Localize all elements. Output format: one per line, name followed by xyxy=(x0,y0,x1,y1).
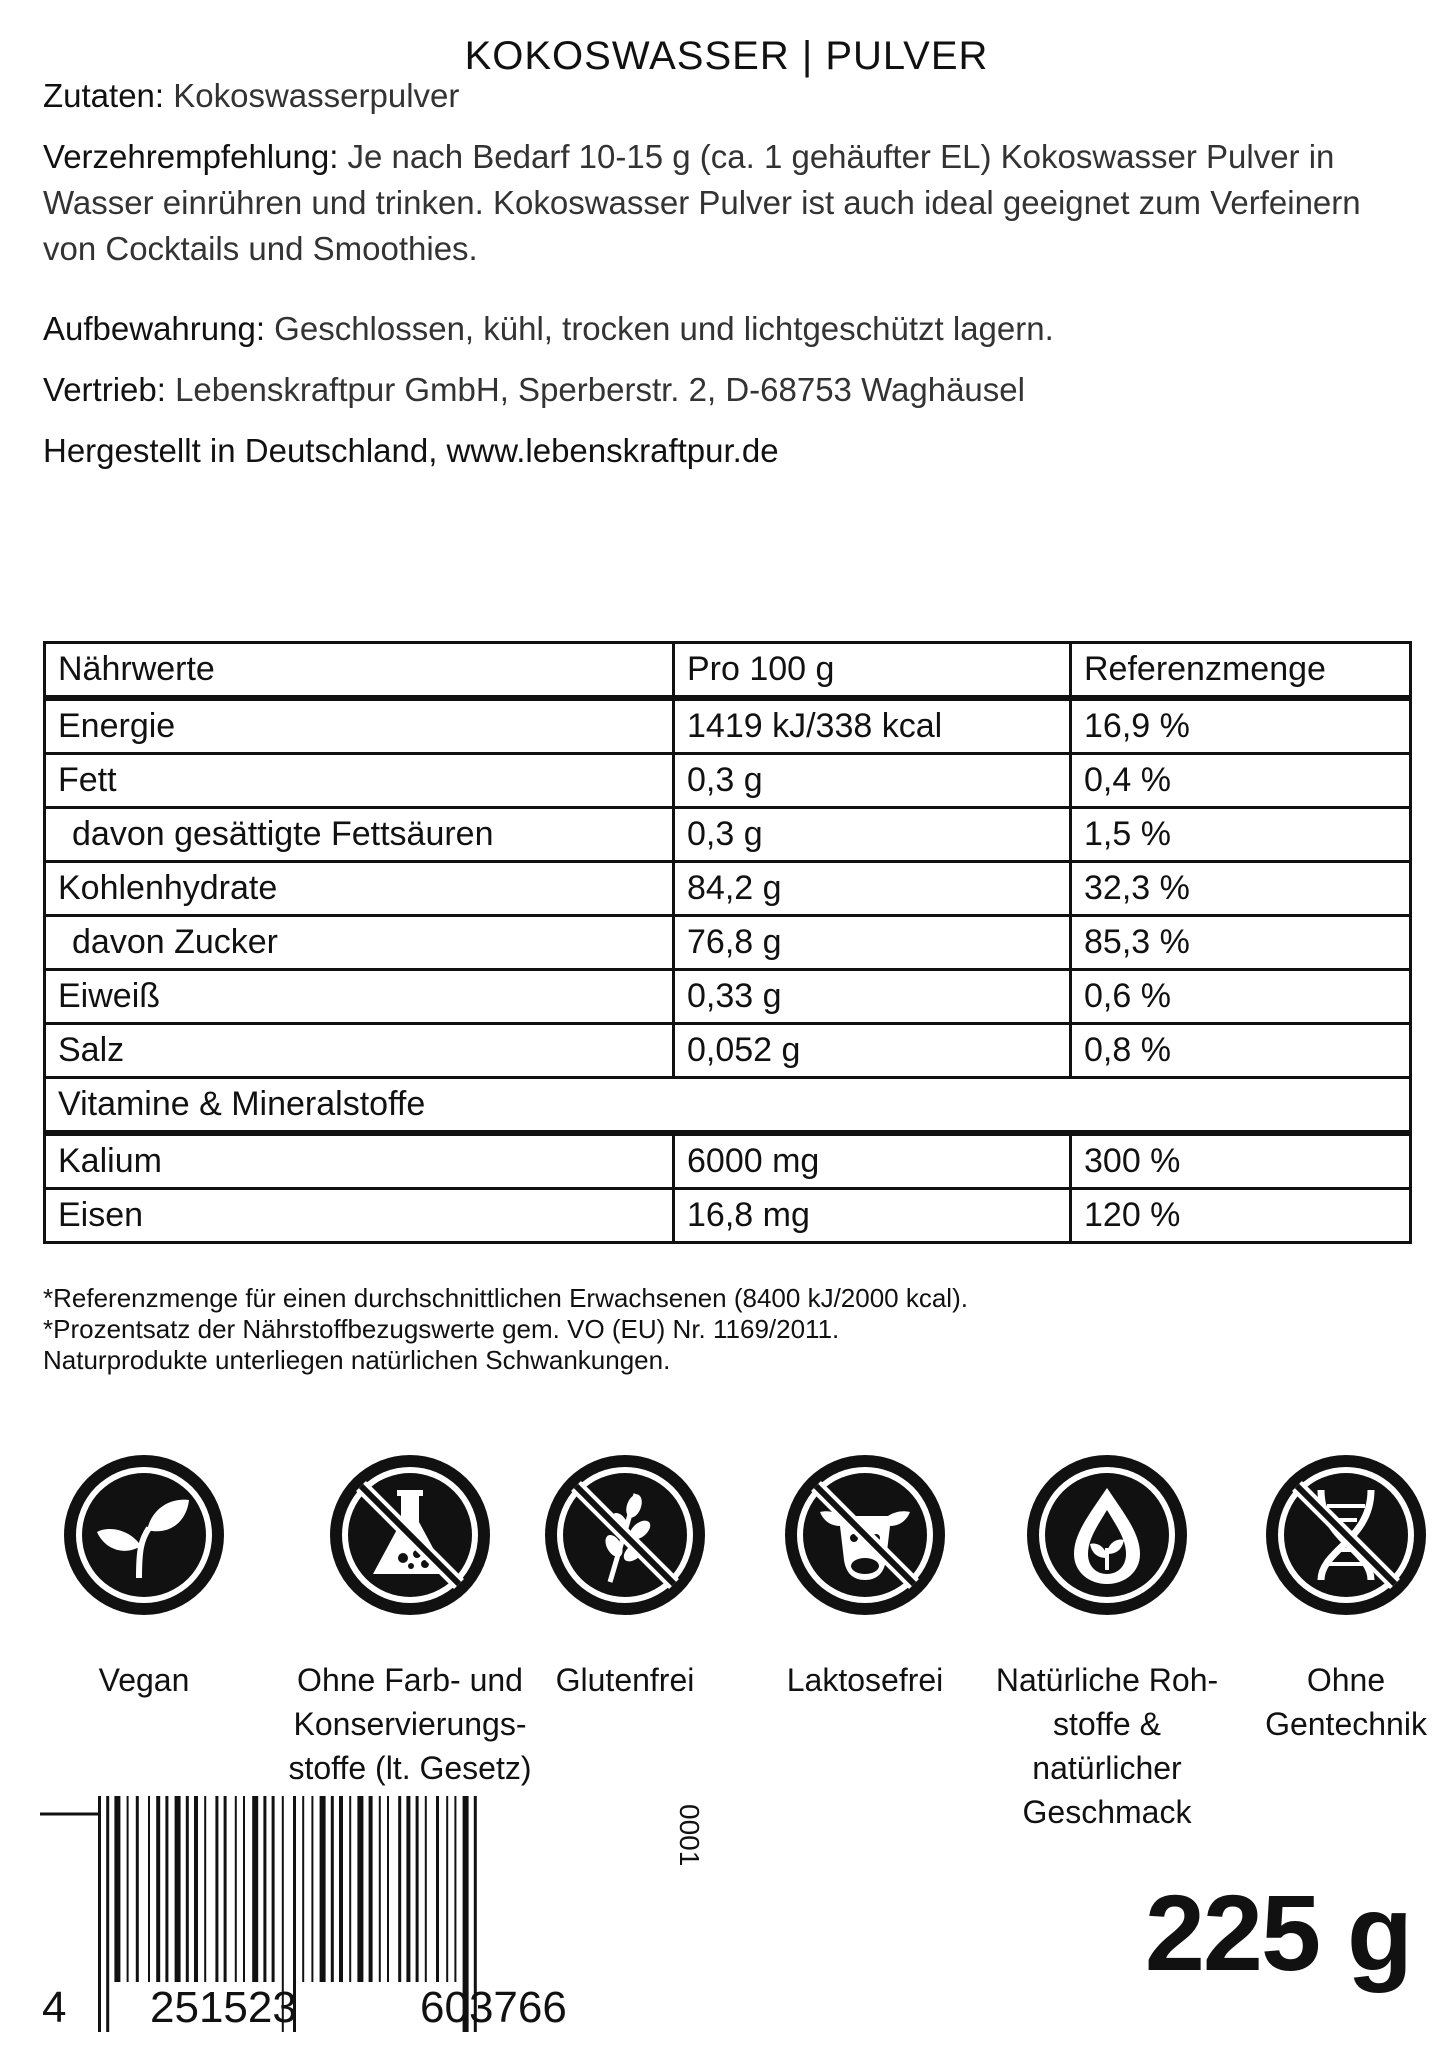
badge-natural-ingredients xyxy=(982,1450,1232,1834)
barcode-bar xyxy=(106,1796,109,2032)
barcode-bar xyxy=(349,1796,351,1982)
nutrient-amount: 76,8 g xyxy=(674,916,1071,970)
nutrition-row xyxy=(45,754,1411,808)
barcode-bar xyxy=(175,1796,181,1982)
nutrient-reference: 120 % xyxy=(1071,1189,1411,1243)
barcode-bar xyxy=(127,1796,129,1982)
ingredients-line xyxy=(43,73,1413,119)
badge-row xyxy=(20,1450,1440,1830)
barcode xyxy=(40,1796,705,2046)
barcode-bar xyxy=(331,1796,334,1982)
badge-caption xyxy=(525,1658,725,1702)
badge-caption xyxy=(982,1658,1232,1834)
distribution-line xyxy=(43,367,1413,413)
badge-gluten-free xyxy=(525,1450,725,1702)
caption-line: Glutenfrei xyxy=(555,1662,695,1698)
nutrient-amount: 1419 kJ/338 kcal xyxy=(674,698,1071,754)
caption-line: Vegan xyxy=(98,1662,190,1698)
barcode-right-group: 603766 xyxy=(420,1983,567,2032)
distribution-value: Lebenskraftpur GmbH, Sperberstr. 2, D-68753 Waghäusel xyxy=(165,371,1025,408)
caption-line: Ohne xyxy=(1306,1662,1386,1698)
nutrient-name: Salz xyxy=(45,1024,674,1078)
badge-caption xyxy=(1246,1658,1446,1746)
nutrition-table xyxy=(43,641,1412,1244)
barcode-bar xyxy=(136,1796,139,1982)
made-in-line: Hergestellt in Deutschland, www.lebenskraftpur.de xyxy=(43,432,779,469)
barcode-bar xyxy=(194,1796,198,1982)
nutrient-reference: 0,6 % xyxy=(1071,970,1411,1024)
product-title: KOKOSWASSER | PULVER xyxy=(464,34,989,78)
nutrient-reference: 300 % xyxy=(1071,1133,1411,1189)
nutrition-header-row xyxy=(45,643,1411,699)
nutrient-amount: 0,3 g xyxy=(674,808,1071,862)
nutrient-name: Fett xyxy=(45,754,674,808)
caption-line: stoffe (lt. Gesetz) xyxy=(288,1750,532,1786)
header-per-100g: Pro 100 g xyxy=(674,643,1071,699)
badge-caption xyxy=(44,1658,244,1702)
header-reference: Referenzmenge xyxy=(1071,643,1411,699)
badge-no-additives xyxy=(285,1450,535,1790)
nutrition-row xyxy=(45,808,1411,862)
nutrient-reference: 1,5 % xyxy=(1071,808,1411,862)
barcode-bar xyxy=(302,1796,304,1982)
nutrient-reference: 0,4 % xyxy=(1071,754,1411,808)
nutrient-reference: 16,9 % xyxy=(1071,698,1411,754)
footnote: Naturprodukte unterliegen natürlichen Schwankungen. xyxy=(43,1345,671,1375)
storage-label: Aufbewahrung: xyxy=(43,310,265,347)
barcode-bar xyxy=(252,1796,258,1982)
barcode-bar xyxy=(320,1796,326,1982)
barcode-bar xyxy=(436,1796,439,1982)
barcode-bar xyxy=(186,1796,189,1982)
nutrient-amount: 84,2 g xyxy=(674,862,1071,916)
nutrition-row xyxy=(45,970,1411,1024)
nutrition-row xyxy=(45,1189,1411,1243)
footnote: *Referenzmenge für einen durchschnittlichen Erwachsenen (8400 kJ/2000 kcal). xyxy=(43,1283,968,1313)
nutrient-reference: 32,3 % xyxy=(1071,862,1411,916)
nutrition-row xyxy=(45,1133,1411,1189)
drop-leaf-icon xyxy=(1022,1450,1192,1620)
badge-lactose-free xyxy=(765,1450,965,1702)
barcode-bar xyxy=(387,1796,389,1982)
nutrient-reference: 85,3 % xyxy=(1071,916,1411,970)
ingredients-label: Zutaten: xyxy=(43,77,165,114)
nutrient-name: davon Zucker xyxy=(45,916,674,970)
distribution-label: Vertrieb: xyxy=(43,371,166,408)
footnote: *Prozentsatz der Nährstoffbezugswerte gem. VO (EU) Nr. 1169/2011. xyxy=(43,1314,840,1344)
nutrient-name: Kohlenhydrate xyxy=(45,862,674,916)
nutrient-name: Eisen xyxy=(45,1189,674,1243)
badge-vegan xyxy=(44,1450,244,1702)
usage-value: Je nach Bedarf 10-15 g (ca. 1 gehäufter EL) Kokoswasser Pulver in Wasser einrühren und trinken. Kokoswasser Pulver ist auch ideal geeignet zum Verfeinern von Cocktails und Smoothies. xyxy=(43,138,1361,267)
footnotes xyxy=(43,1283,968,1376)
dna-crossed-icon xyxy=(1261,1450,1431,1620)
barcode-bar xyxy=(398,1796,401,1982)
minerals-section-row xyxy=(45,1078,1411,1134)
barcode-bar xyxy=(446,1796,448,1982)
wheat-crossed-icon xyxy=(540,1450,710,1620)
nutrition-row xyxy=(45,916,1411,970)
barcode-bar xyxy=(339,1796,343,1982)
nutrient-name: Eiweiß xyxy=(45,970,674,1024)
nutrition-row xyxy=(45,1024,1411,1078)
caption-line: Gentechnik xyxy=(1265,1706,1427,1742)
barcode-bar xyxy=(215,1796,218,1982)
barcode-side-code: 0001 xyxy=(674,1804,705,1867)
barcode-bar xyxy=(311,1796,313,1982)
caption-line: Ohne Farb- und xyxy=(297,1662,523,1698)
nutrient-name: Kalium xyxy=(45,1133,674,1189)
nutrient-name: Energie xyxy=(45,698,674,754)
leaf-icon xyxy=(59,1450,229,1620)
caption-line: Natürliche Roh- xyxy=(995,1662,1219,1698)
barcode-bar xyxy=(165,1796,168,1982)
barcode-bar xyxy=(224,1796,227,1982)
storage-value: Geschlossen, kühl, trocken und lichtgeschützt lagern. xyxy=(265,310,1054,347)
ingredients-value: Kokoswasserpulver xyxy=(164,77,460,114)
storage-line xyxy=(43,306,1413,352)
barcode-bar xyxy=(369,1796,373,1982)
barcode-bar xyxy=(454,1796,456,1982)
net-weight: 225 g xyxy=(1144,1872,1411,1993)
caption-line: Laktosefrei xyxy=(786,1662,944,1698)
barcode-bar xyxy=(114,1796,120,1982)
barcode-bar xyxy=(425,1796,427,1982)
barcode-bar xyxy=(148,1796,150,1982)
barcode-bar xyxy=(416,1796,419,1982)
barcode-first-digit: 4 xyxy=(42,1983,67,2032)
badge-caption xyxy=(765,1658,965,1702)
nutrition-row xyxy=(45,698,1411,754)
cow-crossed-icon xyxy=(780,1450,950,1620)
barcode-bar xyxy=(98,1796,101,2032)
usage-label: Verzehrempfehlung: xyxy=(43,138,339,175)
barcode-bar xyxy=(263,1796,266,1982)
nutrient-name: davon gesättigte Fettsäuren xyxy=(45,808,674,862)
caption-line: Geschmack xyxy=(1022,1794,1192,1830)
nutrition-row xyxy=(45,862,1411,916)
barcode-bar xyxy=(406,1796,410,1982)
nutrient-amount: 16,8 mg xyxy=(674,1189,1071,1243)
barcode-bar xyxy=(156,1796,160,1982)
minerals-section-label: Vitamine & Mineralstoffe xyxy=(45,1078,1411,1134)
header-nutrient: Nährwerte xyxy=(45,643,674,699)
badge-gmo-free xyxy=(1246,1450,1446,1746)
barcode-bar xyxy=(379,1796,381,1982)
barcode-bar xyxy=(204,1796,206,1982)
nutrient-amount: 0,052 g xyxy=(674,1024,1071,1078)
usage-recommendation xyxy=(43,134,1413,272)
caption-line: Konservierungs- xyxy=(293,1706,527,1742)
barcode-bar xyxy=(272,1796,275,1982)
barcode-left-group: 251523 xyxy=(150,1983,297,2032)
barcode-bar xyxy=(235,1796,237,1982)
barcode-bar xyxy=(243,1796,245,1982)
nutrient-reference: 0,8 % xyxy=(1071,1024,1411,1078)
nutrient-amount: 6000 mg xyxy=(674,1133,1071,1189)
barcode-bar xyxy=(357,1796,363,1982)
badge-caption xyxy=(285,1658,535,1790)
nutrient-amount: 0,3 g xyxy=(674,754,1071,808)
nutrient-amount: 0,33 g xyxy=(674,970,1071,1024)
flask-crossed-icon xyxy=(325,1450,495,1620)
caption-line: stoffe & natürlicher xyxy=(1032,1706,1182,1786)
